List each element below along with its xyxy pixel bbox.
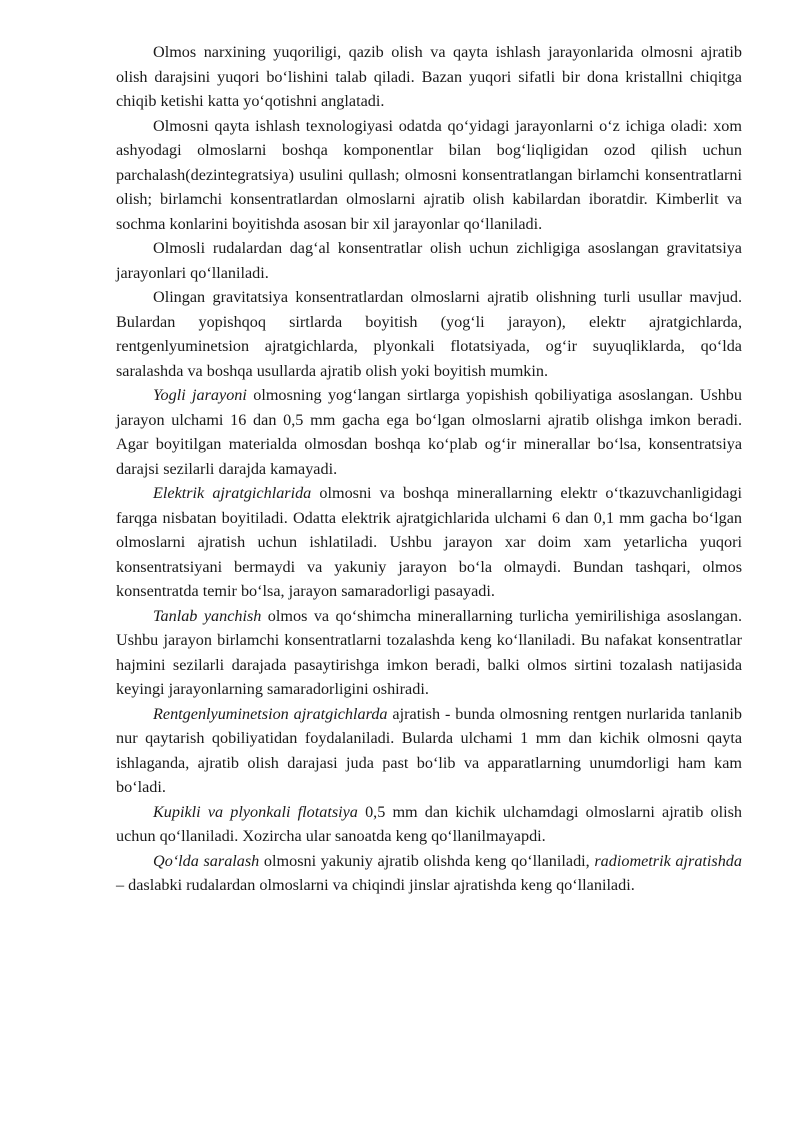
paragraph (116, 604, 742, 702)
paragraph-term: Elektrik ajratgichlarida (153, 484, 312, 502)
paragraph (116, 383, 742, 481)
paragraph (116, 800, 742, 849)
paragraph-body: 0,5 mm dan kichik ulchamdagi olmoslarni ajratib olish uchun qo‘llaniladi. Xozircha ular sanoatda keng qo‘llanilmayapdi. (116, 802, 742, 845)
paragraph-body: olmos va qo‘shimcha minerallarning turlicha yemirilishiga asoslangan. Ushbu jarayon birlamchi konsentratlarni tozalashda keng ko‘llaniladi. Bu nafakat konsentratlar hajmini sezilarli darajada pasaytirishga imkon beradi, balki olmos sirtini tozalash natijasida keyingi jarayonlarning samaradorligini oshiradi. (116, 606, 742, 698)
paragraph (116, 849, 742, 898)
paragraph-body: olmosni va boshqa minerallarning elektr o‘tkazuvchanligidagi farqga nisbatan boyitiladi. Odatta elektrik ajratgichlarida ulchami 6 dan 0,1 mm gacha bo‘lgan olmoslarni ajratish uchun ishlatiladi. Ushbu jarayon xar doim xam yetarlicha yuqori konsentratsiyani bermaydi va yakuniy jarayon bo‘la olmaydi. Bundan tashqari, olmos konsentratda temir bo‘lsa, jarayon samaradorligi pasayadi. (116, 484, 743, 600)
paragraph (116, 481, 742, 604)
paragraph-body: olmosni yakuniy ajratib olishda keng qo‘llaniladi, (259, 851, 595, 870)
paragraph-body: – daslabki rudalardan olmoslarni va chiqindi jinslar ajratishda keng qo‘llaniladi. (116, 876, 635, 894)
paragraph: Olmosli rudalardan dag‘al konsentratlar olish uchun zichligiga asoslangan gravitatsiya jarayonlari qo‘llaniladi. (116, 239, 742, 282)
paragraph: Olmosni qayta ishlash texnologiyasi odatda qo‘yidagi jarayonlarni o‘z ichiga oladi: xom ashyodagi olmoslarni boshqa komponentlar bilan bog‘liqligidan ozod qilish uchun parchalash(dezintegratsiya) usulini qullash; olmosni konsentratlangan birlamchi konsentratlarni olish; birlamchi konsentratlardan olmoslarni ajratib olish kabilardan iboratdir. Kimberlit va sochma konlarini boyitishda asosan bir xil jarayonlar qo‘llaniladi. (116, 116, 742, 233)
paragraph-term: Yogli jarayoni (153, 386, 247, 404)
paragraph: Olmos narxining yuqoriligi, qazib olish va qayta ishlash jarayonlarida olmosni ajratib olish darajsini yuqori bo‘lishini talab qiladi. Bazan yuqori sifatli bir dona kristallni chiqitga chiqib ketishi katta yo‘qotishni anglatadi. (116, 43, 742, 110)
paragraph-body: olmosning yog‘langan sirtlarga yopishish qobiliyatiga asoslangan. Ushbu jarayon ulchami 16 dan 0,5 mm gacha ega bo‘lgan olmoslarni ajratib olishga imkon beradi. Agar boyitilgan materialda olmosdan boshqa ko‘plab og‘ir minerallar bo‘lsa, konsentratsiya darajsi sezilarli darajda kamayadi. (116, 386, 742, 478)
paragraph-term: Rentgenlyuminetsion ajratgichlarda (153, 704, 388, 723)
paragraph: Olingan gravitatsiya konsentratlardan olmoslarni ajratib olishning turli usullar mavjud. Bulardan yopishqoq sirtlarda boyitish (yog‘li jarayon), elektr ajratgichlarda, rentgenlyuminetsion ajratgichlarda, plyonkali flotatsiyada, og‘ir suyuqliklarda, qo‘lda saralashda va boshqa usullarda ajratib olish yoki boyitish mumkin. (116, 288, 742, 380)
paragraph (116, 702, 742, 800)
paragraph-term: Kupikli va plyonkali flotatsiya (153, 802, 358, 821)
paragraph-term: Qo‘lda saralash (153, 851, 260, 870)
paragraph-term: radiometrik ajratishda (594, 851, 742, 870)
document-page (116, 40, 742, 898)
paragraph-body: ajratish - bunda olmosning rentgen nurlarida tanlanib nur qaytarish qobiliyatidan foydalaniladi. Bularda ulchami 1 mm dan kichik olmosni qayta ishlaganda, ajratib olish darajasi juda past bo‘lib va apparatlarning unumdorligi ham kam bo‘ladi. (116, 704, 743, 796)
paragraph-term: Tanlab yanchish (153, 606, 262, 625)
